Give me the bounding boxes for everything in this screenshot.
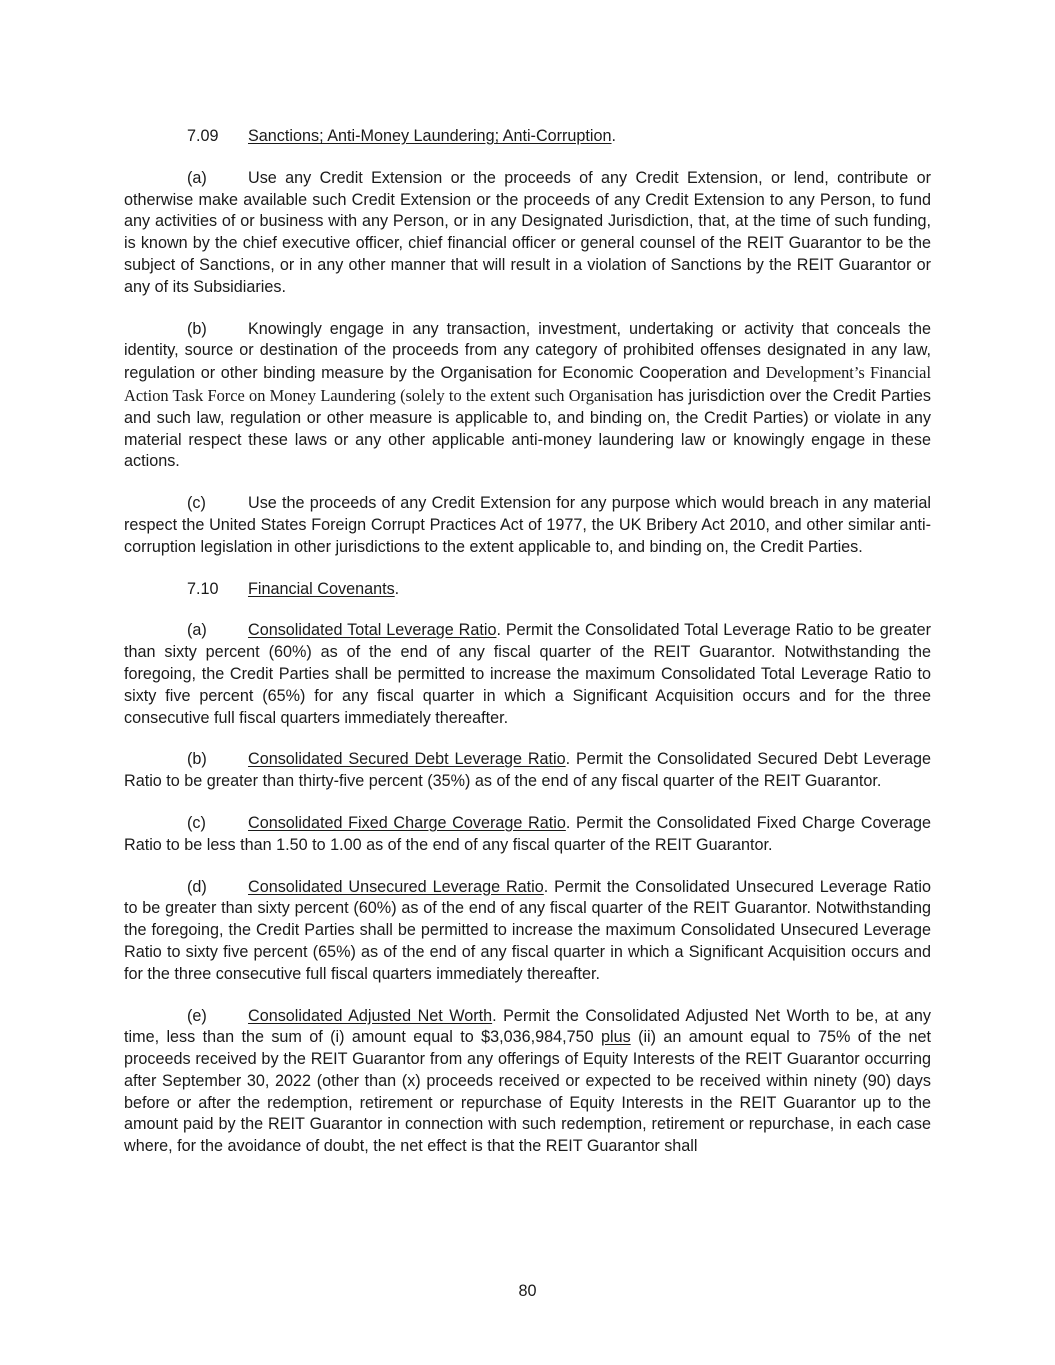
clause-label: (a) [187, 168, 207, 187]
section-title: Financial Covenants [248, 579, 395, 598]
clause-label: (b) [187, 319, 207, 338]
clause-text: Use any Credit Extension or the proceeds of any Credit Extension, or lend, contribute or otherwise make available such Credit Extension or the proceeds of any Credit Extension to any Person, to fund any activities of or business with any Person, or in any Designated Jurisdiction, that, at the time of such funding, is known by the chief executive officer, chief financial officer or general counsel of the REIT Guarantor to be the subject of Sanctions, or in any other manner that will result in a violation of Sanctions by the REIT Guarantor or any of its Subsidiaries. [124, 168, 931, 296]
clause-heading: Consolidated Total Leverage Ratio [248, 621, 497, 640]
clause-7-09-c [124, 493, 931, 558]
clause-label: (b) [187, 750, 207, 769]
clause-7-10-e [124, 1006, 931, 1159]
clause-text: Knowingly engage in any transaction, investment, undertaking or activity that conceals the identity, source or destination of the proceeds from any category of prohibited offenses designated in any law, regulation or other binding measure by the Organisation for Economic Cooperation and [124, 319, 931, 383]
clause-7-10-d [124, 877, 931, 986]
clause-7-10-a [124, 620, 931, 729]
clause-text: Use the proceeds of any Credit Extension for any purpose which would breach in any material respect the United States Foreign Corrupt Practices Act of 1977, the UK Bribery Act 2010, and other similar anti-corruption legislation in other jurisdictions to the extent applicable to, and binding on, the Credit Parties. [124, 494, 931, 556]
clause-text-serif: Development’s Financial Action Task Force on Money Laundering (solely to the extent such Organisation [124, 363, 932, 405]
clause-7-09-a [124, 168, 931, 299]
clause-label: (c) [187, 813, 206, 832]
clause-label: (d) [187, 877, 207, 896]
clause-heading: Consolidated Adjusted Net Worth [248, 1006, 493, 1025]
clause-heading: Consolidated Unsecured Leverage Ratio [248, 877, 544, 896]
clause-7-09-b [124, 319, 931, 474]
page-number: 80 [518, 1282, 537, 1300]
clause-label: (c) [187, 494, 206, 513]
section-title: Sanctions; Anti-Money Laundering; Anti-Corruption [248, 127, 612, 145]
clause-text: . Permit the Consolidated Adjusted Net Worth to be, at any time, less than the sum of (i) amount equal to $3,036,984,750 [124, 1006, 932, 1047]
clause-7-10-c [124, 813, 931, 857]
clause-text: . Permit the Consolidated Unsecured Leverage Ratio to be greater than sixty percent (60%) as of the end of any fiscal quarter of the REIT Guarantor. Notwithstanding the foregoing, the Credit Parties shall be permitted to increase the maximum Consolidated Unsecured Leverage Ratio to sixty five percent (65%) as of the end of any fiscal quarter in which a Significant Acquisition occurs and for the three consecutive full fiscal quarters immediately thereafter. [124, 877, 931, 983]
clause-text: . Permit the Consolidated Fixed Charge Coverage Ratio to be less than 1.50 to 1.00 as of the end of any fiscal quarter of the REIT Guarantor. [124, 813, 932, 854]
plus-term: plus [601, 1028, 631, 1047]
document-page [124, 126, 931, 1178]
section-heading-7-10: 7.10 Financial Covenants. [124, 579, 931, 601]
clause-heading: Consolidated Fixed Charge Coverage Ratio [248, 813, 566, 832]
clause-label: (e) [187, 1006, 207, 1025]
clause-text: has jurisdiction over the Credit Parties and such law, regulation or other measure is applicable to, and binding on, the Credit Parties) or violate in any material respect these laws or any other applicable anti-money laundering law or knowingly engage in these actions. [124, 386, 931, 471]
section-heading-7-09: 7.09 Sanctions; Anti-Money Laundering; Anti-Corruption. [124, 126, 931, 148]
clause-heading: Consolidated Secured Debt Leverage Ratio [248, 750, 566, 769]
clause-7-10-b [124, 749, 931, 793]
clause-label: (a) [187, 621, 207, 640]
clause-text: . Permit the Consolidated Secured Debt Leverage Ratio to be greater than thirty-five percent (35%) as of the end of any fiscal quarter of the REIT Guarantor. [124, 750, 932, 791]
clause-text: (ii) an amount equal to 75% of the net proceeds received by the REIT Guarantor from any offerings of Equity Interests of the REIT Guarantor occurring after September 30, 2022 (other than (x) proceeds received or expected to be received within ninety (90) days before or after the redemption, retirement or repurchase of Equity Interests in the REIT Guarantor up to the amount paid by the REIT Guarantor in connection with such redemption, retirement or repurchase, in each case where, for the avoidance of doubt, the net effect is that the REIT Guarantor shall [124, 1028, 931, 1156]
section-number: 7.10 [187, 579, 219, 598]
section-number: 7.09 [187, 127, 219, 145]
clause-text: . Permit the Consolidated Total Leverage Ratio to be greater than sixty percent (60%) as of the end of any fiscal quarter of the REIT Guarantor. Notwithstanding the foregoing, the Credit Parties shall be permitted to increase the maximum Consolidated Total Leverage Ratio to sixty five percent (65%) for any fiscal quarter in which a Significant Acquisition occurs and for the three consecutive full fiscal quarters immediately thereafter. [124, 621, 931, 727]
